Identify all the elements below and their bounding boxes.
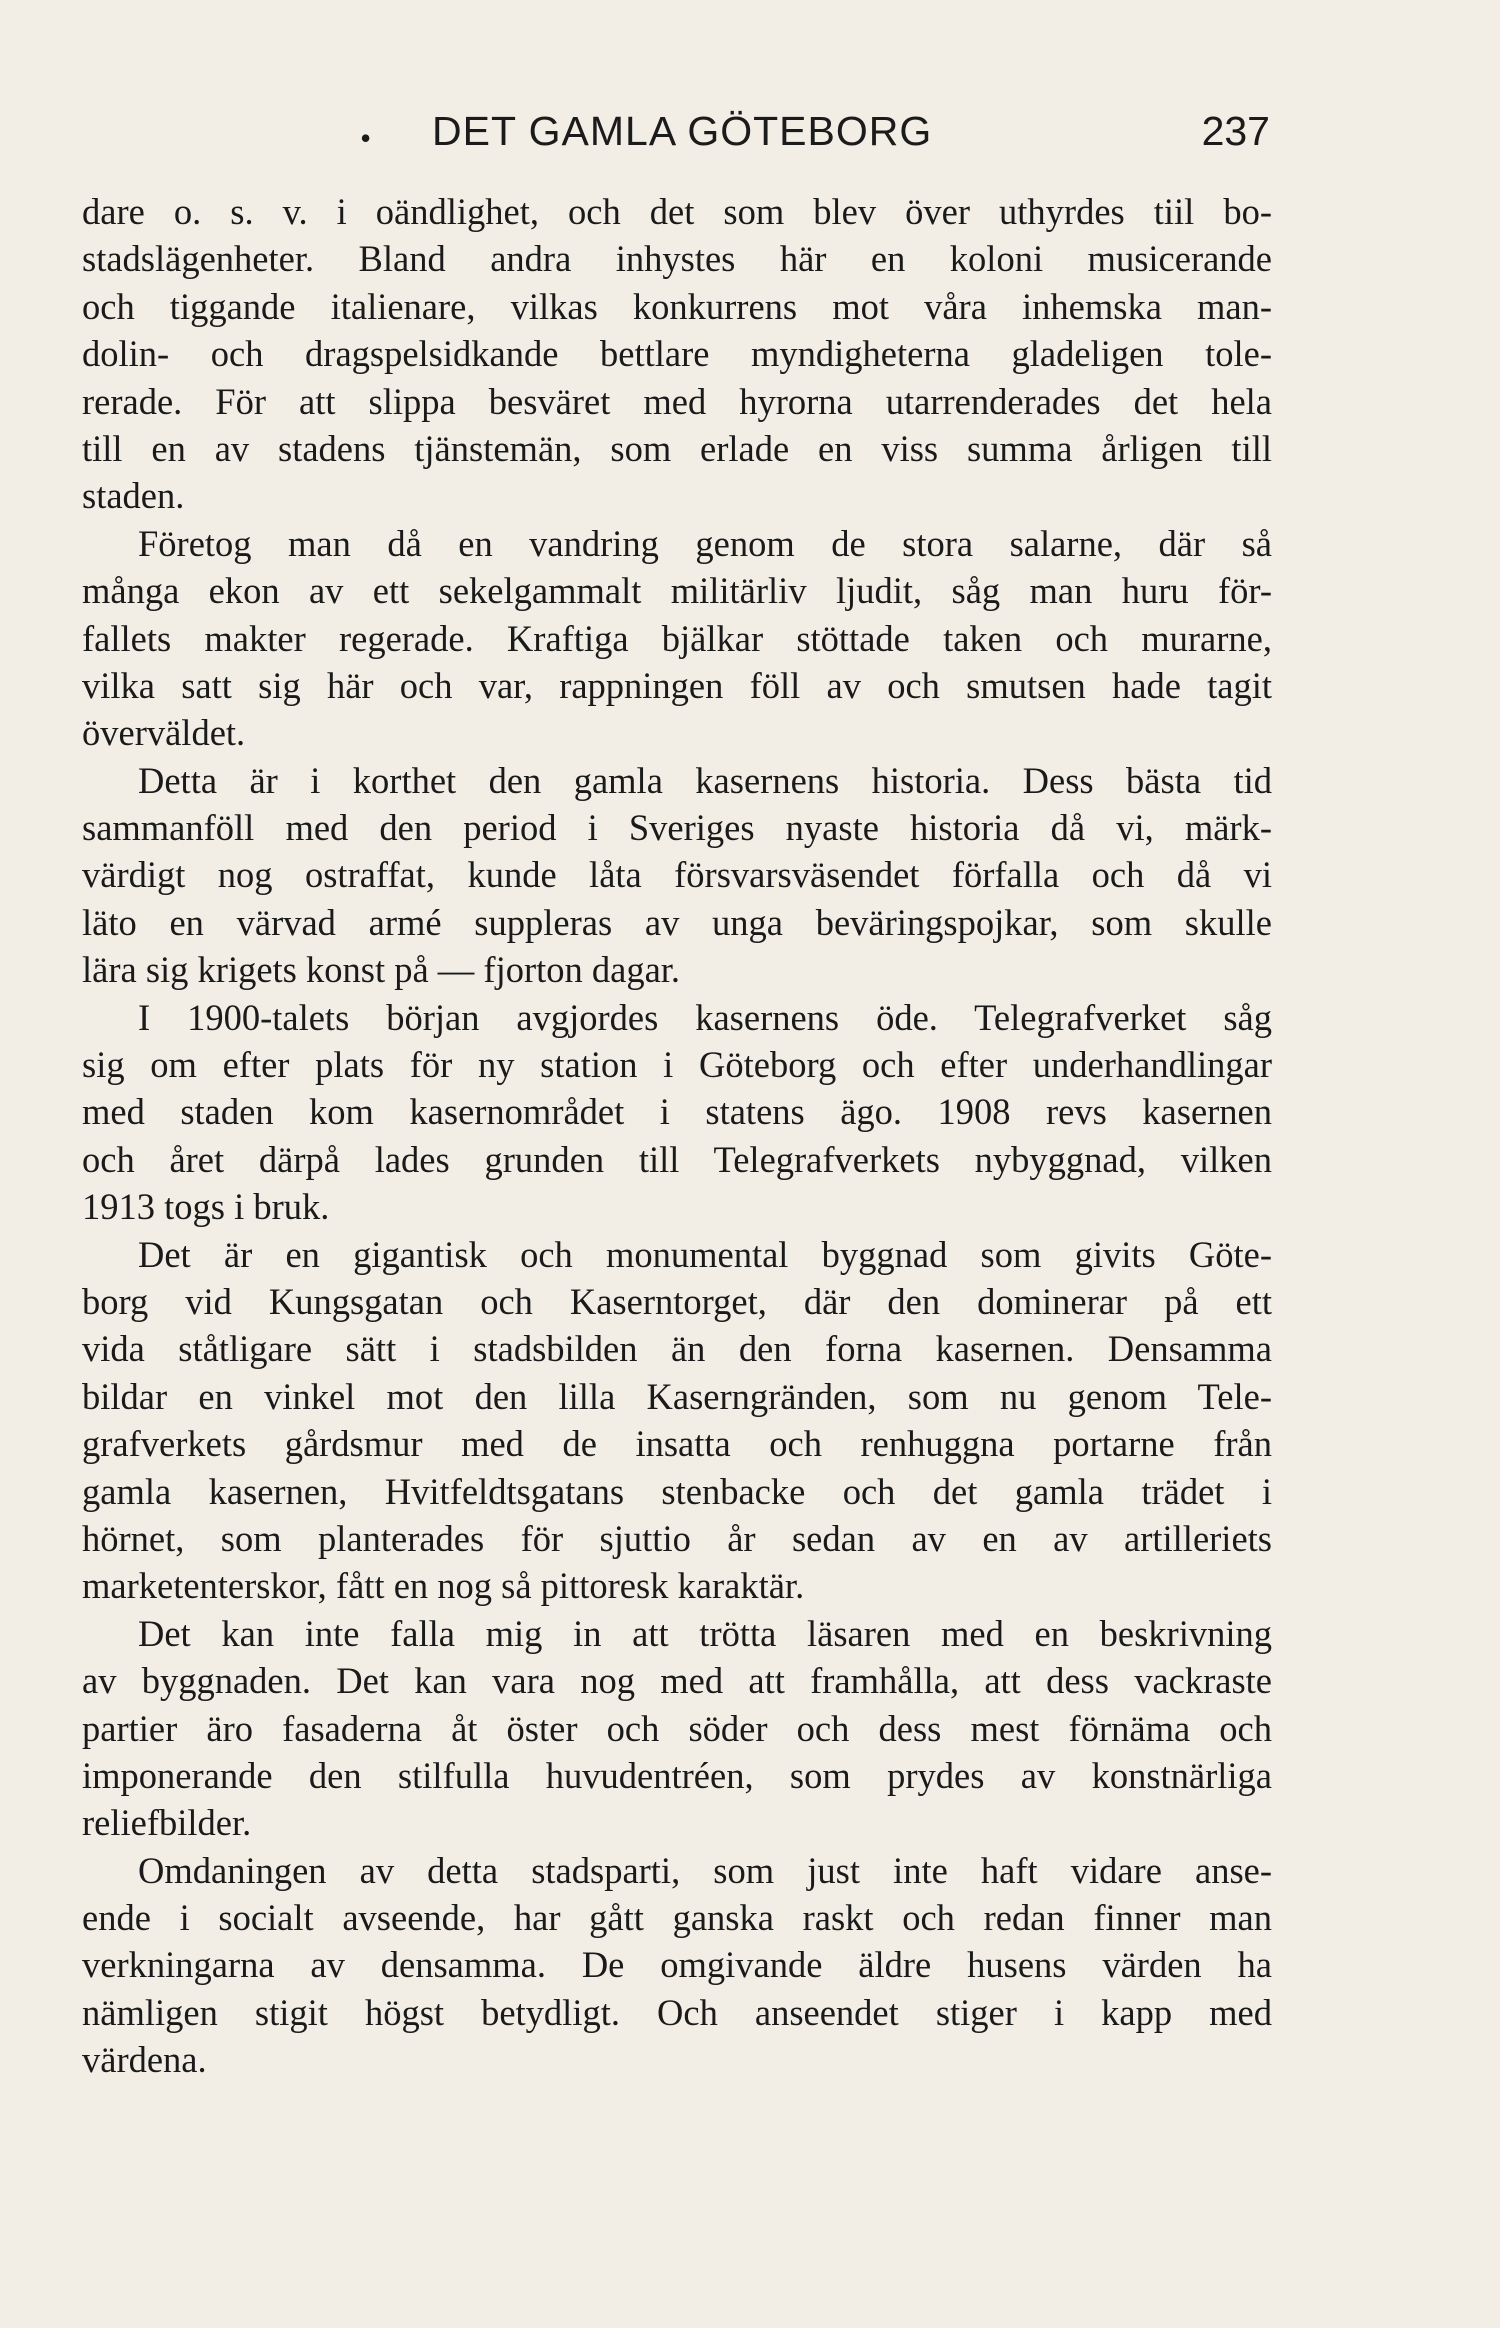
text-line: av byggnaden. Det kan vara nog med att framhålla, att dess vackraste: [82, 1660, 1272, 1702]
header-bullet: •: [360, 120, 372, 156]
paragraph: [82, 1231, 1272, 1610]
page-number: 237: [1201, 108, 1270, 154]
paragraph: [82, 188, 1272, 520]
paragraph: [82, 994, 1272, 1231]
text-line: med staden kom kasernområdet i statens ägo. 1908 revs kasernen: [82, 1091, 1272, 1133]
paragraph: [82, 520, 1272, 757]
text-line: borg vid Kungsgatan och Kaserntorget, där den dominerar på ett: [82, 1280, 1272, 1322]
text-line: vilka satt sig här och var, rappningen föll av och smutsen hade tagit: [82, 664, 1272, 706]
text-line: marketenterskor, fått en nog så pittoresk karaktär.: [82, 1565, 805, 1607]
text-line: gamla kasernen, Hvitfeldtsgatans stenbacke och det gamla trädet i: [82, 1470, 1272, 1512]
text-line: rerade. För att slippa besväret med hyrorna utarrenderades det hela: [82, 380, 1272, 422]
running-title: DET GAMLA GÖTEBORG: [432, 108, 933, 154]
page-body: [82, 188, 1272, 2084]
text-line: I 1900-talets början avgjordes kasernens öde. Telegrafverket såg: [138, 996, 1272, 1038]
text-line: överväldet.: [82, 712, 246, 754]
paragraph: [82, 1610, 1272, 1847]
running-header: [82, 108, 1270, 160]
text-line: reliefbilder.: [82, 1802, 252, 1844]
text-line: stadslägenheter. Bland andra inhystes här en koloni musicerande: [82, 238, 1272, 280]
text-line: värdena.: [82, 2039, 207, 2081]
text-line: 1913 togs i bruk.: [82, 1186, 330, 1228]
text-line: och tiggande italienare, vilkas konkurrens mot våra inhemska man-: [82, 285, 1272, 327]
text-line: sig om efter plats för ny station i Göteborg och efter underhandlingar: [82, 1044, 1272, 1086]
text-line: ende i socialt avseende, har gått ganska raskt och redan finner man: [82, 1897, 1272, 1939]
text-line: Det är en gigantisk och monumental byggnad som givits Göte-: [138, 1233, 1272, 1275]
text-line: till en av stadens tjänstemän, som erlade en viss summa årligen till: [82, 427, 1272, 469]
text-line: Det kan inte falla mig in att trötta läsaren med en beskrivning: [138, 1612, 1272, 1654]
text-line: läto en värvad armé suppleras av unga beväringspojkar, som skulle: [82, 901, 1272, 943]
text-line: vida ståtligare sätt i stadsbilden än den forna kasernen. Densamma: [82, 1328, 1272, 1370]
text-line: staden.: [82, 475, 185, 517]
text-line: sammanföll med den period i Sveriges nyaste historia då vi, märk-: [82, 807, 1272, 849]
paragraph: [82, 757, 1272, 994]
text-line: värdigt nog ostraffat, kunde låta försvarsväsendet förfalla och då vi: [82, 854, 1272, 896]
text-line: imponerande den stilfulla huvudentréen, som prydes av konstnärliga: [82, 1754, 1272, 1796]
paragraph: [82, 1847, 1272, 2084]
text-line: verkningarna av densamma. De omgivande äldre husens värden ha: [82, 1944, 1272, 1986]
text-line: hörnet, som planterades för sjuttio år sedan av en av artilleriets: [82, 1517, 1272, 1559]
text-line: många ekon av ett sekelgammalt militärliv ljudit, såg man huru för-: [82, 570, 1272, 612]
text-line: dolin- och dragspelsidkande bettlare myndigheterna gladeligen tole-: [82, 333, 1272, 375]
text-line: Omdaningen av detta stadsparti, som just inte haft vidare anse-: [138, 1849, 1272, 1891]
text-line: lära sig krigets konst på — fjorton dagar.: [82, 949, 681, 991]
text-line: Detta är i korthet den gamla kasernens historia. Dess bästa tid: [138, 759, 1272, 801]
text-line: och året därpå lades grunden till Telegrafverkets nybyggnad, vilken: [82, 1138, 1272, 1180]
text-line: Företog man då en vandring genom de stora salarne, där så: [138, 522, 1272, 564]
text-line: grafverkets gårdsmur med de insatta och renhuggna portarne från: [82, 1423, 1272, 1465]
text-line: fallets makter regerade. Kraftiga bjälkar stöttade taken och murarne,: [82, 617, 1272, 659]
text-line: partier äro fasaderna åt öster och söder och dess mest förnäma och: [82, 1707, 1272, 1749]
text-line: dare o. s. v. i oändlighet, och det som blev över uthyrdes tiil bo-: [82, 191, 1272, 232]
text-line: bildar en vinkel mot den lilla Kaserngränden, som nu genom Tele-: [82, 1375, 1272, 1417]
text-line: nämligen stigit högst betydligt. Och anseendet stiger i kapp med: [82, 1991, 1272, 2033]
